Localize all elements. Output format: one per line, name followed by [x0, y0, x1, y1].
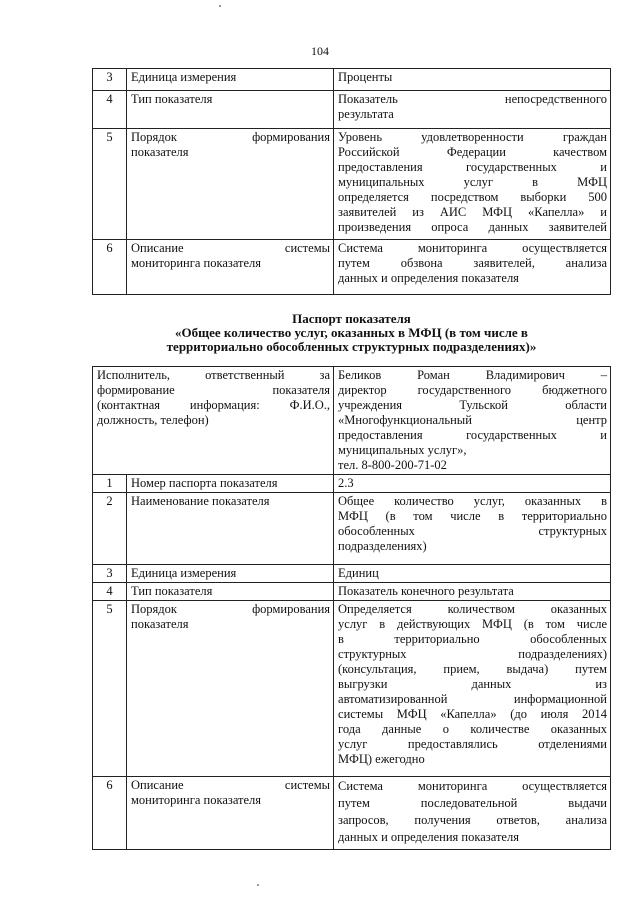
table-row	[93, 601, 611, 777]
value-line: предоставления государственных и	[338, 428, 607, 442]
table-row	[93, 69, 611, 91]
row-number: 6	[93, 240, 127, 295]
value-line: предоставления государственных и	[338, 160, 607, 174]
row-label	[127, 777, 334, 850]
value-line: структурных подразделениях)	[338, 647, 607, 661]
table-row	[93, 475, 611, 493]
page-number: 104	[311, 44, 329, 58]
table-row	[93, 367, 611, 475]
table-indicator-continuation	[92, 68, 611, 295]
value-line: Российской Федерации качеством	[338, 145, 607, 159]
row-value: 2.3	[334, 475, 611, 493]
value-line: выгрузки данных из	[338, 677, 607, 691]
value-line: (консультация, прием, выдача) путем	[338, 662, 607, 676]
section-title	[92, 312, 611, 354]
value-line: МФЦ (в том числе в территориально	[338, 509, 607, 523]
row-number: 3	[93, 69, 127, 91]
value-line: директор государственного бюджетного	[338, 383, 607, 397]
label-line: Исполнитель, ответственный за	[97, 368, 331, 382]
value-line: услуг в действующих МФЦ (в том числе	[338, 617, 607, 631]
value-line: Определяется количеством оказанных	[338, 602, 607, 616]
label-line: формирование показателя	[97, 383, 331, 397]
value-line: определяется посредством выборки 500	[338, 190, 607, 204]
value-line: Уровень удовлетворенности граждан	[338, 130, 607, 144]
label-line: Порядок формирования	[131, 602, 331, 616]
executor-value	[334, 367, 611, 475]
row-number: 3	[93, 565, 127, 583]
label-line: (контактная информация: Ф.И.О.,	[97, 398, 331, 412]
value-line: заявителей из АИС МФЦ «Капелла» и	[338, 205, 607, 219]
value-line: автоматизированной информационной	[338, 692, 607, 706]
value-line: года данные о количестве оказанных	[338, 722, 607, 736]
section-title-line: Паспорт показателя	[292, 311, 411, 326]
row-label	[127, 240, 334, 295]
value-line: МФЦ) ежегодно	[338, 752, 425, 766]
row-number: 2	[93, 493, 127, 565]
row-number: 4	[93, 91, 127, 129]
row-label: Номер паспорта показателя	[127, 475, 334, 493]
value-line: в территориально обособленных	[338, 632, 607, 646]
value-line: произведения опроса данных заявителей	[338, 220, 607, 234]
row-label: Тип показателя	[127, 91, 334, 129]
row-number: 5	[93, 129, 127, 240]
value-line: Показатель непосредственного	[338, 92, 607, 106]
row-value	[334, 129, 611, 240]
value-line: Беликов Роман Владимирович –	[338, 368, 607, 382]
label-line: должность, телефон)	[97, 413, 209, 427]
label-line: мониторинга показателя	[131, 793, 262, 807]
value-line: обособленных структурных	[338, 524, 607, 538]
row-value	[334, 493, 611, 565]
row-number: 5	[93, 601, 127, 777]
row-value: Единиц	[334, 565, 611, 583]
row-value	[334, 601, 611, 777]
table-row	[93, 565, 611, 583]
value-line: Общее количество услуг, оказанных в	[338, 494, 607, 508]
row-label: Единица измерения	[127, 565, 334, 583]
value-line: результата	[338, 107, 394, 121]
row-label	[127, 129, 334, 240]
value-line: данных и определения показателя	[338, 271, 519, 285]
value-line: муниципальных услуг»,	[338, 443, 467, 457]
row-value	[334, 91, 611, 129]
table-row	[93, 777, 611, 850]
value-line: системы МФЦ «Капелла» (до июля 2014	[338, 707, 607, 721]
value-line: Система мониторинга осуществляется	[338, 779, 607, 793]
row-label: Наименование показателя	[127, 493, 334, 565]
value-line: путем обзвона заявителей, анализа	[338, 256, 607, 270]
label-line: Описание системы	[131, 241, 330, 255]
value-line: подразделениях)	[338, 539, 427, 553]
section-title-line: «Общее количество услуг, оказанных в МФЦ (в том числе в	[175, 325, 528, 340]
table-row	[93, 240, 611, 295]
value-line: путем последовательной выдачи	[338, 796, 607, 810]
value-line: «Многофункциональный центр	[338, 413, 607, 427]
table-row	[93, 129, 611, 240]
row-number: 6	[93, 777, 127, 850]
row-label: Единица измерения	[127, 69, 334, 91]
row-value	[334, 240, 611, 295]
row-value	[334, 777, 611, 850]
value-line: данных и определения показателя	[338, 830, 519, 844]
table-row	[93, 91, 611, 129]
table-row	[93, 583, 611, 601]
row-number: 1	[93, 475, 127, 493]
row-label: Тип показателя	[127, 583, 334, 601]
section-title-line: территориально обособленных структурных подразделениях)»	[166, 339, 537, 354]
table-indicator-passport	[92, 366, 611, 850]
value-line: услуг предоставлялись отделениями	[338, 737, 607, 751]
label-line: Порядок формирования	[131, 130, 330, 144]
scan-speck	[257, 884, 259, 886]
row-value: Проценты	[334, 69, 611, 91]
label-line: показателя	[131, 617, 189, 631]
label-line: показателя	[131, 145, 189, 159]
row-number: 4	[93, 583, 127, 601]
table-row	[93, 493, 611, 565]
label-line: Описание системы	[131, 778, 331, 792]
row-value: Показатель конечного результата	[334, 583, 611, 601]
value-line: запросов, получения ответов, анализа	[338, 813, 607, 827]
value-line: тел. 8-800-200-71-02	[338, 458, 447, 472]
label-line: мониторинга показателя	[131, 256, 262, 270]
scan-speck	[219, 5, 221, 7]
row-label	[127, 601, 334, 777]
value-line: муниципальных услуг в МФЦ	[338, 175, 607, 189]
executor-label	[93, 367, 334, 475]
value-line: учреждения Тульской области	[338, 398, 607, 412]
value-line: Система мониторинга осуществляется	[338, 241, 607, 255]
